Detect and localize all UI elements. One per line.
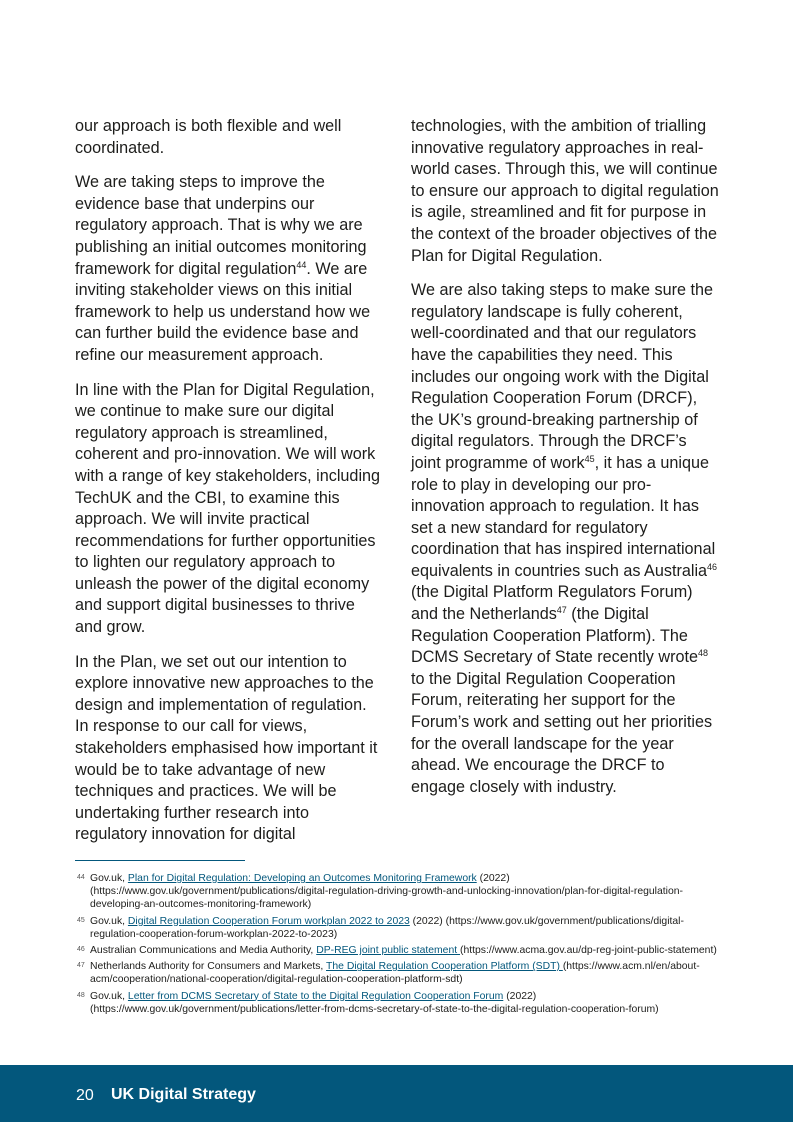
paragraph-text: , it has a unique role to play in developing our pro-innovation approach to regulation. It has set a new standard for regulatory coordination that has inspired international equivalents in countries such as Australia bbox=[411, 453, 716, 580]
footnote-text: Australian Communications and Media Authority, bbox=[90, 945, 317, 957]
paragraph bbox=[75, 116, 383, 159]
paragraph-text: (the Digital Regulation Cooperation Platform). The DCMS Secretary of State recently wrote bbox=[411, 605, 698, 667]
footnote-ref[interactable]: 46 bbox=[707, 561, 718, 572]
footnote-link[interactable]: Digital Regulation Cooperation Forum workplan 2022 to 2023 bbox=[127, 915, 410, 927]
footnote-link[interactable]: Letter from DCMS Secretary of State to the Digital Regulation Cooperation Forum bbox=[127, 990, 504, 1002]
footnote-text: (https://www.acma.gov.au/dp-reg-joint-public-statement) bbox=[460, 945, 717, 957]
paragraph bbox=[75, 652, 383, 846]
footnote bbox=[75, 960, 725, 986]
footnote-divider bbox=[75, 860, 245, 861]
paragraph-text: . We are inviting stakeholder views on this initial framework to help us understand how we can further build the evidence base and refine our measurement approach. bbox=[75, 259, 371, 364]
footnote-number: 48 bbox=[77, 991, 85, 999]
paragraph-text: In the Plan, we set out our intention to explore innovative new approaches to the design and implementation of regulation. In response to our call for views, stakeholders emphasised how important it would be to take advantage of new techniques and practices. We will be undertaking further research into regulatory innovation for digital bbox=[75, 652, 378, 844]
paragraph-text: to the Digital Regulation Cooperation Forum, reiterating her support for the Forum’s work and setting out her priorities for the overall landscape for the year ahead. We encourage the DRCF to engage closely with industry. bbox=[411, 669, 713, 796]
paragraph bbox=[75, 380, 383, 639]
footnote-ref[interactable]: 44 bbox=[296, 259, 307, 270]
footnote-text: Netherlands Authority for Consumers and Markets, bbox=[90, 961, 327, 973]
footnote-ref[interactable]: 45 bbox=[584, 453, 595, 464]
footnote-link[interactable]: DP-REG joint public statement bbox=[316, 945, 461, 957]
footnote bbox=[75, 915, 725, 941]
right-column bbox=[411, 116, 719, 811]
footnote-text: (2022) (https://www.gov.uk/government/publications/digital-regulation-cooperation-forum-workplan-2022-to-2023) bbox=[90, 915, 684, 940]
paragraph bbox=[411, 116, 719, 267]
footnote-text: Gov.uk, bbox=[90, 915, 128, 927]
footnote-text: Gov.uk, bbox=[90, 873, 128, 884]
footnote-link[interactable]: The Digital Regulation Cooperation Platform (SDT) bbox=[326, 961, 563, 973]
footnote-ref[interactable]: 48 bbox=[697, 648, 708, 659]
footnote bbox=[75, 872, 725, 912]
paragraph-text: We are also taking steps to make sure the regulatory landscape is fully coherent, well-coordinated and that our regulators have the capabilities they need. This includes our ongoing work with the Digital Regulation Cooperation Forum (DRCF), the UK’s ground-breaking partnership of digital regulators. Through the DRCF’s joint programme of work bbox=[411, 281, 714, 472]
page-footer bbox=[0, 1065, 793, 1122]
footnote-ref[interactable]: 47 bbox=[556, 605, 567, 616]
footnote-number: 47 bbox=[77, 962, 85, 970]
footnote-link[interactable]: Plan for Digital Regulation: Developing an Outcomes Monitoring Framework bbox=[127, 873, 477, 884]
footnote-number: 45 bbox=[77, 916, 85, 924]
paragraph-text: technologies, with the ambition of trialling innovative regulatory approaches in real-world cases. Through this, we will continue to ensure our approach to digital regulation is agile, streamlined and fit for purpose in the context of the broader objectives of the Plan for Digital Regulation. bbox=[411, 117, 719, 265]
paragraph bbox=[75, 172, 383, 366]
page-number: 20 bbox=[76, 1087, 94, 1104]
footnote-text: (https://www.acm.nl/en/about-acm/cooperation/national-cooperation/digital-regulation-cooperation-platform-sdt) bbox=[90, 961, 700, 986]
paragraph bbox=[411, 280, 719, 798]
left-column bbox=[75, 116, 383, 859]
footnote bbox=[75, 990, 725, 1016]
footnotes bbox=[75, 872, 725, 1019]
footnote-text: Gov.uk, bbox=[90, 990, 128, 1002]
footnote bbox=[75, 944, 725, 957]
paragraph-text: We are taking steps to improve the evidence base that underpins our regulatory approach. That is why we are publishing an initial outcomes monitoring framework for digital regulation bbox=[75, 173, 367, 278]
footnote-text: (2022) (https://www.gov.uk/government/publications/digital-regulation-driving-growth-and-unlocking-innovation/plan-for-digital-regulation-developing-an-outcomes-monitoring-framework) bbox=[90, 873, 683, 911]
paragraph-text: In line with the Plan for Digital Regulation, we continue to make sure our digital regulatory approach is streamlined, coherent and pro-innovation. We will work with a range of key stakeholders, including TechUK and the CBI, to examine this approach. We will invite practical recommendations for further opportunities to lighten our regulatory approach to unleash the power of the digital economy and support digital businesses to thrive and grow. bbox=[75, 380, 381, 637]
footnote-number: 46 bbox=[77, 946, 85, 954]
footnote-text: (2022) (https://www.gov.uk/government/publications/letter-from-dcms-secretary-of-state-to-the-digital-regulation-cooperation-forum) bbox=[90, 990, 659, 1015]
paragraph-text: (the Digital Platform Regulators Forum) and the Netherlands bbox=[411, 583, 693, 624]
document-title: UK Digital Strategy bbox=[111, 1086, 256, 1103]
footnote-number: 44 bbox=[77, 874, 85, 881]
paragraph-text: our approach is both flexible and well coordinated. bbox=[75, 117, 342, 157]
